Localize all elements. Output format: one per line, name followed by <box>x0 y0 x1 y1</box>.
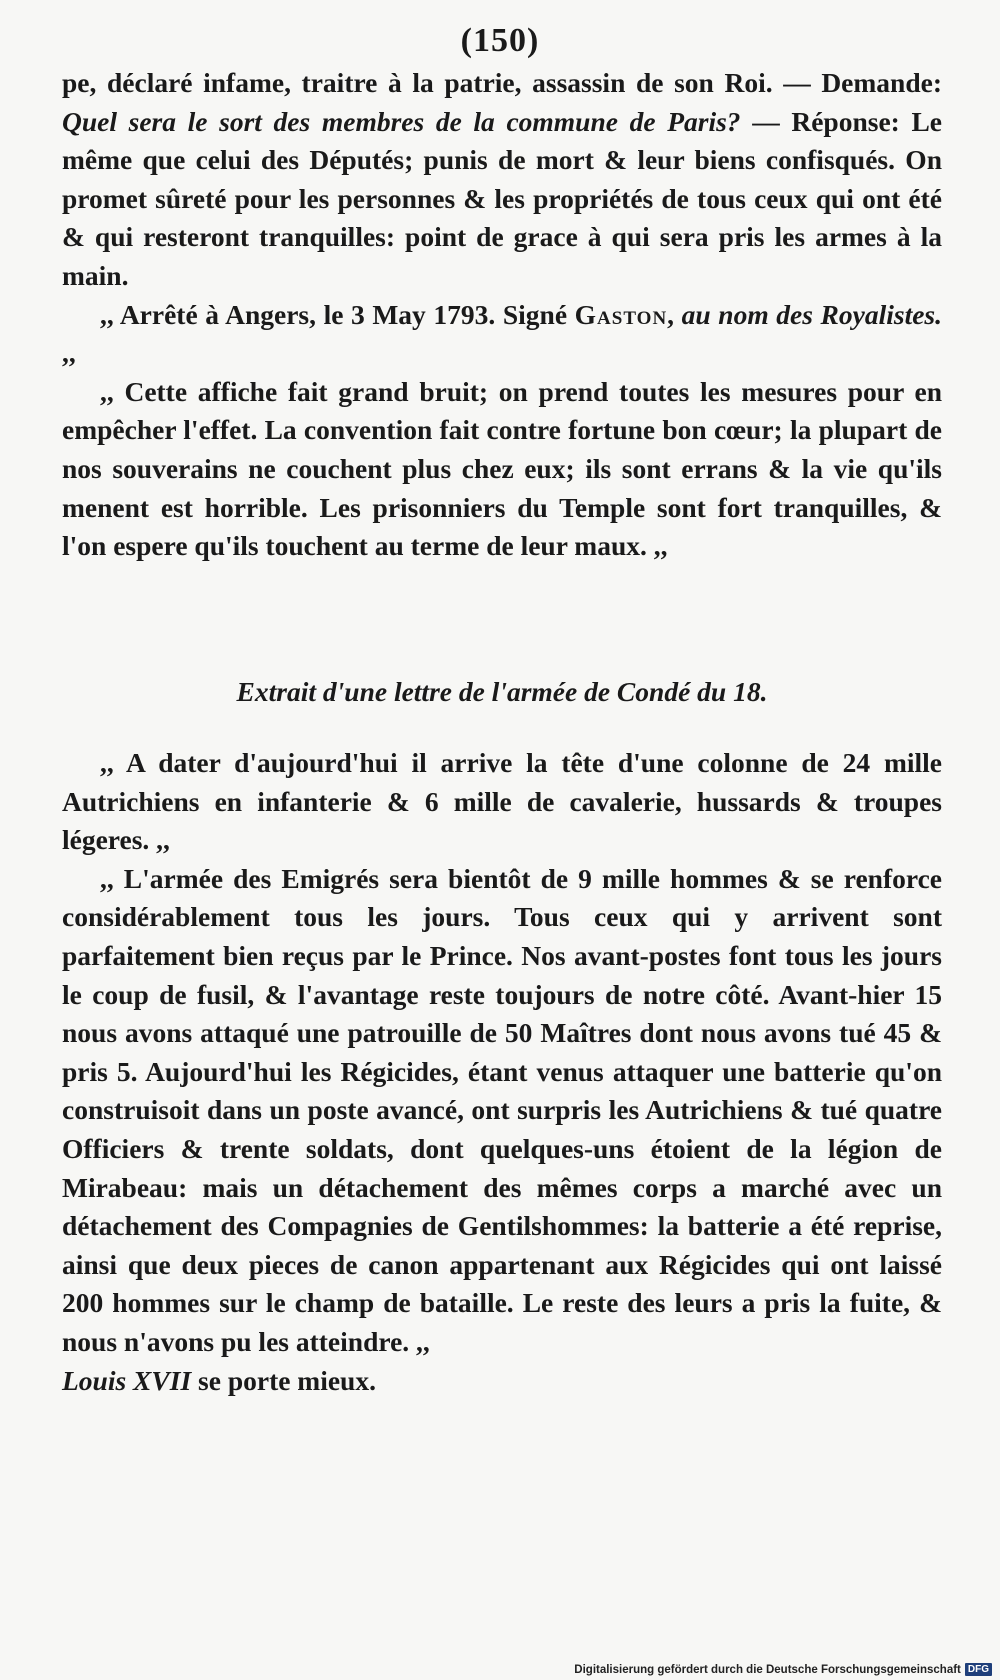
paragraph-signature <box>62 296 942 373</box>
credit-text: Digitalisierung gefördert durch die Deutsche Forschungsgemeinschaft <box>574 1663 961 1676</box>
closing-name: Louis XVII <box>62 1364 192 1396</box>
paragraph-text: pe, déclaré infame, traitre à la patrie, assassin de son Roi. — Demande: <box>62 67 942 98</box>
dfg-logo: DFG <box>965 1663 992 1676</box>
paragraph-text: , <box>667 298 682 330</box>
question-text: Quel sera le sort des membres de la commune de Paris? <box>62 105 741 137</box>
section-heading: Extrait d'une lettre de l'armée de Condé du 18. <box>236 676 768 707</box>
signature-affiliation: au nom des Royalistes. <box>681 298 943 330</box>
paragraph-closing <box>62 1362 942 1401</box>
paragraph-text: ,, Arrêté à Angers, le 3 May 1793. Signé <box>100 298 575 330</box>
paragraph-affiche: ,, Cette affiche fait grand bruit; on prend toutes les mesures pour en empêcher l'effet. La convention fait contre fortune bon cœur; la plupart de nos souverains ne couchent plus chez eux; ils sont errans & la vie qu'ils menent est horrible. Les prisonniers du Temple sont fort tranquilles, & l'on espere qu'ils touchent au terme de leur maux. ,, <box>62 375 942 562</box>
text-block-upper <box>62 64 942 566</box>
paragraph-armee: ,, L'armée des Emigrés sera bientôt de 9 mille hommes & se renforce considérablement tous les jours. Tous ceux qui y arrivent sont parfaitement bien reçus par le Prince. Nos avant-postes font tous les jours le coup de fusil, & l'avantage reste toujours de notre côté. Avant-hier 15 nous avons attaqué une patrouille de 50 Maîtres dont nous avons tué 45 & pris 5. Aujourd'hui les Régicides, étant venus attaquer une batterie qu'on construisoit dans un poste avancé, ont surpris les Autrichiens & tué quatre Officiers & trente soldats, dont quelques-uns étoient de la légion de Mirabeau: mais un détachement des mêmes corps a marché avec un détachement des Compagnies de Gentilshommes: la batterie a été reprise, ainsi que deux pieces de canon appartenant aux Régicides qui ont laissé 200 hommes sur le champ de bataille. Le reste des leurs a pris la fuite, & nous n'avons pu les atteindre. ,, <box>62 862 942 1357</box>
digitization-credit <box>574 1663 992 1676</box>
paragraph-text: ,, <box>62 337 76 369</box>
paragraph-colonne: ,, A dater d'aujourd'hui il arrive la tête d'une colonne de 24 mille Autrichiens en infanterie & 6 mille de cavalerie, hussards & troupes légeres. ,, <box>62 747 942 856</box>
paragraph-text: — Réponse: Le même que celui des Députés; punis de mort & leur biens confisqués. On promet sûreté pour les personnes & les propriétés de tous ceux qui ont été & qui resteront tranquilles: point de grace à qui sera pris les armes à la main. <box>62 105 942 291</box>
signature-name: Gaston <box>574 298 668 330</box>
text-block-lower <box>62 744 942 1400</box>
page-number: (150) <box>460 22 540 59</box>
closing-text: se porte mieux. <box>191 1364 376 1396</box>
paragraph-proclamation-end <box>62 64 942 296</box>
